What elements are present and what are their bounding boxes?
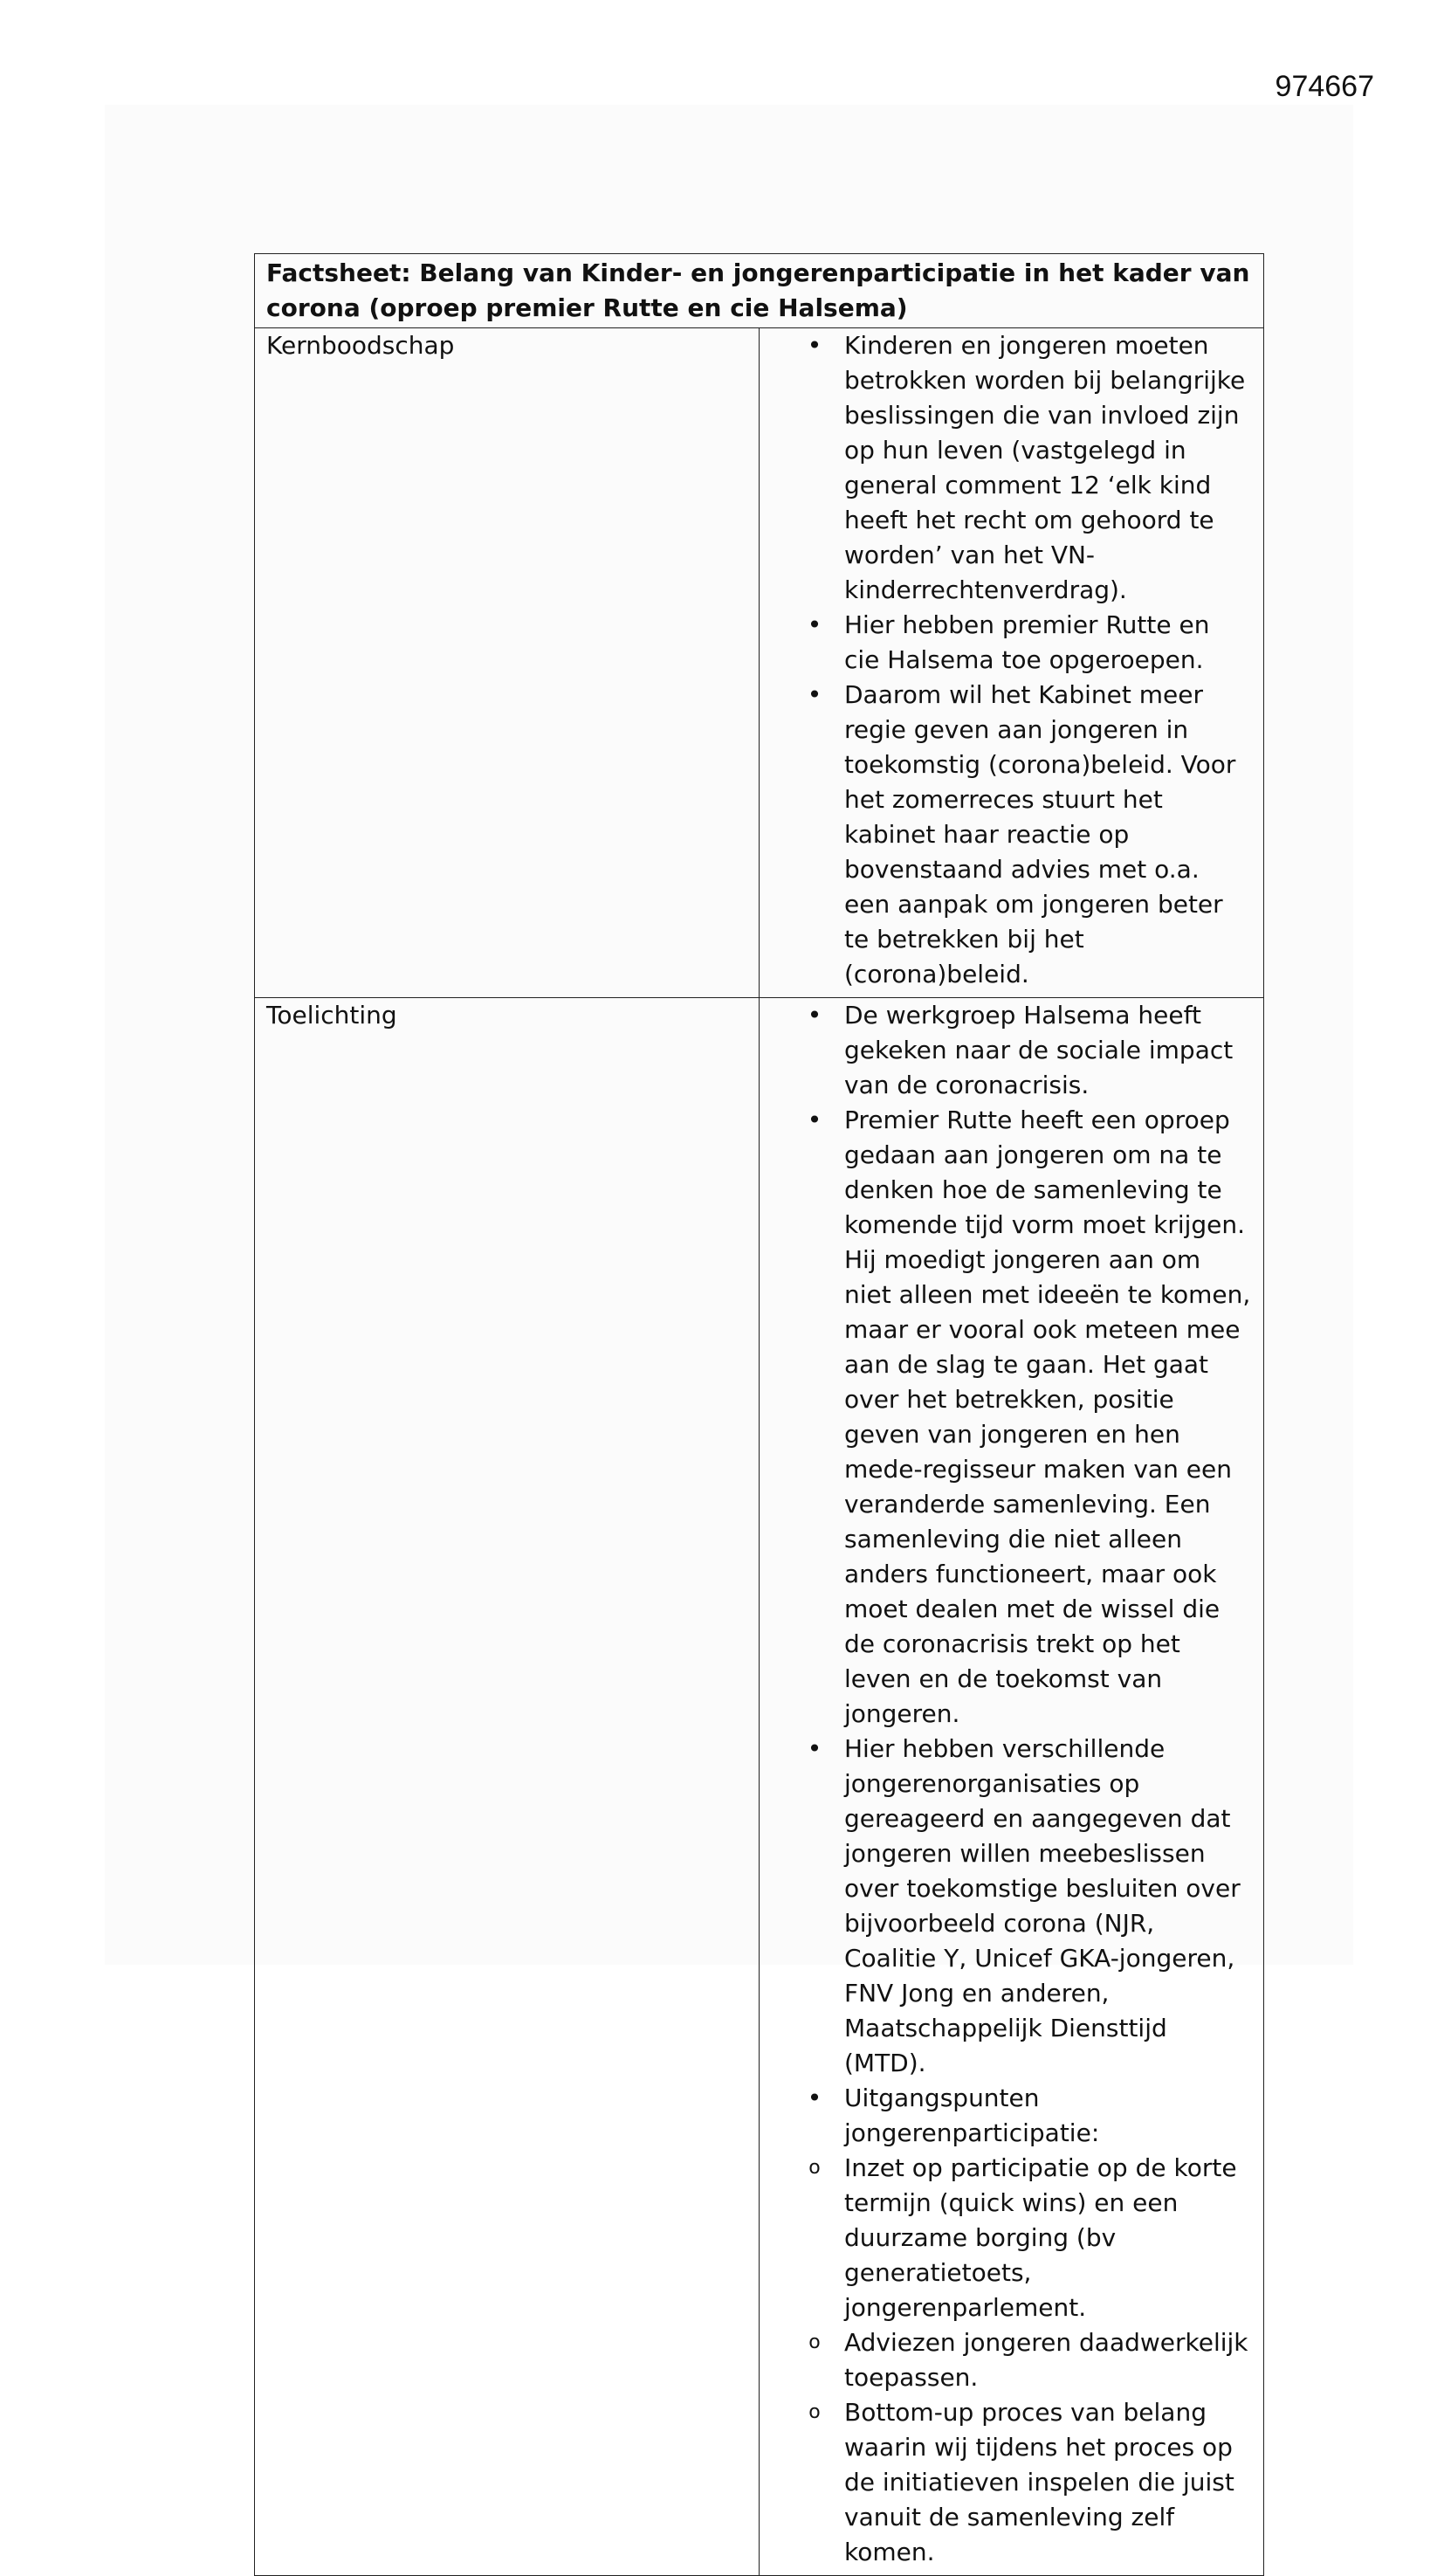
bullet-marker: • [807,1734,822,1763]
list-item [760,328,1251,608]
list-item-text: Daarom wil het Kabinet meer regie geven aan jongeren in toekomstig (corona)beleid. Voor het zomerreces stuurt het kabinet haar reactie op bovenstaand advies met o.a. een aanpak om jongeren beter te betrekken bij het (corona)beleid. [844,680,1236,988]
bullet-marker: • [807,331,822,360]
list-item-text: Hier hebben premier Rutte en cie Halsema toe opgeroepen. [844,610,1210,674]
document-number: 974667 [1275,70,1374,103]
list-item-text: Premier Rutte heeft een oproep gedaan aan jongeren om na te denken hoe de samenleving te komende tijd vorm moet krijgen. Hij moedigt jongeren aan om niet alleen met ideeën te komen, maar er vooral ook meteen mee aan de slag te gaan. Het gaat over het betrekken, positie geven van jongeren en hen mede-regisseur maken van een veranderde samenleving. Een samenleving die niet alleen anders functioneert, maar ook moet dealen met de wissel die de coronacrisis trekt op het leven en de toekomst van jongeren. [844,1105,1251,1728]
factsheet-title: Factsheet: Belang van Kinder- en jongerenparticipatie in het kader van corona (oproep premier Rutte en cie Halsema) [255,254,1264,328]
list-item-text: Adviezen jongeren daadwerkelijk toepassen. [844,2328,1248,2392]
row-label: Kernboodschap [255,328,760,998]
sub-list-item [760,2395,1251,2570]
circle-marker: o [808,2331,821,2353]
list-item [760,678,1251,992]
list-item-text: Bottom-up proces van belang waarin wij tijdens het proces op de initiatieven inspelen die juist vanuit de samenleving zelf komen. [844,2398,1234,2566]
row-label: Toelichting [255,998,760,2576]
bullet-list [760,998,1251,2570]
list-item [760,608,1251,678]
table-row-toelichting [255,998,1264,2576]
list-item-text: Uitgangspunten jongerenparticipatie: [844,2084,1100,2147]
sub-list-item [760,2151,1251,2325]
bullet-marker: • [807,610,822,639]
list-item-text: Inzet op participatie op de korte termijn (quick wins) en een duurzame borging (bv generatietoets, jongerenparlement. [844,2153,1237,2322]
factsheet-table [254,253,1264,2576]
row-content [760,328,1264,998]
bullet-list [760,328,1251,992]
list-item [760,1103,1251,1732]
list-item [760,1732,1251,2081]
list-item-text: Hier hebben verschillende jongerenorganisaties op gereageerd en aangegeven dat jongeren willen meebeslissen over toekomstige besluiten over bijvoorbeeld corona (NJR, Coalitie Y, Unicef GKA-jongeren, FNV Jong en anderen, Maatschappelijk Diensttijd (MTD). [844,1734,1241,2077]
bullet-marker: • [807,680,822,709]
circle-marker: o [808,2401,821,2423]
title-row [255,254,1264,328]
circle-marker: o [808,2157,821,2179]
table-row-kernboodschap [255,328,1264,998]
list-item [760,998,1251,1103]
sub-list-item [760,2325,1251,2395]
list-item [760,2081,1251,2151]
list-item-text: De werkgroep Halsema heeft gekeken naar de sociale impact van de coronacrisis. [844,1001,1234,1099]
row-content [760,998,1264,2576]
bullet-marker: • [807,2084,822,2112]
list-item-text: Kinderen en jongeren moeten betrokken worden bij belangrijke beslissingen die van invloed zijn op hun leven (vastgelegd in general comment 12 ‘elk kind heeft het recht om gehoord te worden’ van het VN-kinderrechtenverdrag). [844,331,1246,604]
bullet-marker: • [807,1001,822,1030]
bullet-marker: • [807,1105,822,1134]
